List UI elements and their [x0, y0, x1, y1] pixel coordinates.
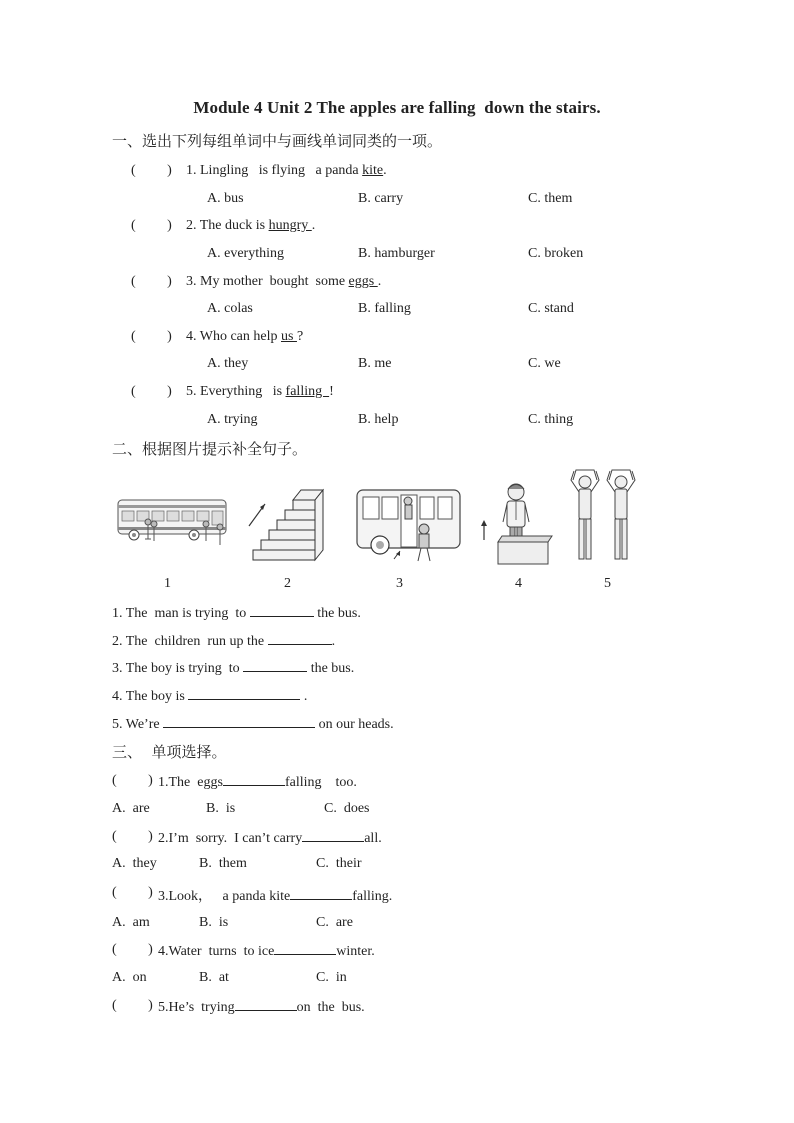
question-stem: 5. Everything is	[186, 384, 286, 399]
option-a: A. on	[112, 970, 147, 985]
option-a: A. they	[207, 356, 249, 371]
question-stem: all.	[364, 831, 382, 846]
question-text	[186, 163, 387, 179]
fill-sentence-4	[112, 687, 307, 705]
question-stem: 3.Look， a panda kite	[158, 889, 291, 904]
question-punct: ?	[296, 329, 304, 344]
sentence-text: 4. The boy is	[112, 689, 189, 704]
sentence-text: 2. The children run up the	[112, 634, 268, 649]
picture-number-5: 5	[604, 576, 611, 591]
option-c: C. in	[316, 970, 347, 985]
option-b: B. falling	[358, 301, 411, 316]
fill-sentence-1	[112, 604, 361, 622]
answer-paren: ( )	[131, 384, 172, 399]
bus-picture	[116, 495, 230, 547]
picture-number-1: 1	[164, 576, 171, 591]
sentence-text: the bus.	[307, 661, 355, 676]
question-stem: 2.I’m sorry. I can’t carry	[158, 831, 303, 846]
option-b: B. me	[358, 356, 392, 371]
question-text	[186, 218, 315, 234]
answer-blank[interactable]	[250, 604, 314, 617]
answer-blank[interactable]	[163, 715, 315, 728]
question-punct: !	[329, 384, 334, 399]
option-c: C. their	[316, 856, 362, 871]
option-a: A. am	[112, 915, 150, 930]
answer-paren: ( )	[112, 829, 153, 844]
underlined-word: us	[281, 329, 297, 344]
sentence-text: 5. We’re	[112, 717, 164, 732]
answer-paren: ( )	[131, 218, 172, 233]
question-stem: falling too.	[284, 775, 357, 790]
option-c: C. thing	[528, 412, 574, 427]
sentence-text: 3. The boy is trying to	[112, 661, 244, 676]
option-c: C. broken	[528, 246, 584, 261]
option-b: B. at	[199, 970, 229, 985]
answer-paren: ( )	[131, 274, 172, 289]
option-c: C. stand	[528, 301, 574, 316]
bus-door-picture	[354, 487, 464, 565]
option-c: C. does	[324, 801, 370, 816]
question-text	[186, 329, 303, 345]
option-a: A. they	[112, 856, 157, 871]
answer-blank[interactable]	[274, 942, 336, 955]
question-text	[186, 384, 334, 400]
picture-number-4: 4	[515, 576, 522, 591]
answer-blank[interactable]	[268, 632, 332, 645]
answer-paren: ( )	[112, 942, 153, 957]
option-a: A. are	[112, 801, 150, 816]
answer-blank[interactable]	[223, 773, 285, 786]
picture-number-3: 3	[396, 576, 403, 591]
option-b: B. is	[199, 915, 229, 930]
sentence-text: 1. The man is trying to	[112, 606, 250, 621]
option-a: A. trying	[207, 412, 258, 427]
option-b: B. is	[206, 801, 236, 816]
question-text	[158, 829, 382, 847]
option-c: C. we	[528, 356, 561, 371]
section1-heading: 一、选出下列每组单词中与画线单词同类的一项。	[112, 132, 443, 150]
underlined-word: hungry	[268, 218, 312, 233]
section3-heading: 三、 单项选择。	[112, 743, 227, 761]
question-punct: .	[311, 218, 316, 233]
question-text	[158, 773, 357, 791]
question-stem: 3. My mother bought some	[186, 274, 349, 289]
picture-number-2: 2	[284, 576, 291, 591]
option-a: A. everything	[207, 246, 284, 261]
question-text	[158, 885, 392, 905]
question-stem: 1.The eggs	[158, 775, 223, 790]
answer-paren: ( )	[112, 773, 153, 788]
question-punct: .	[377, 274, 382, 289]
question-text	[186, 274, 381, 290]
answer-blank[interactable]	[290, 887, 352, 900]
question-stem: winter.	[336, 944, 375, 959]
question-stem: on the bus.	[296, 1000, 365, 1015]
question-stem: 2. The duck is	[186, 218, 269, 233]
question-stem: falling.	[352, 889, 393, 904]
boy-on-desk-picture	[478, 480, 554, 566]
option-c: C. are	[316, 915, 353, 930]
answer-paren: ( )	[131, 163, 172, 178]
underlined-word: eggs	[348, 274, 378, 289]
option-b: B. help	[358, 412, 399, 427]
section2-heading: 二、根据图片提示补全句子。	[112, 440, 308, 458]
hands-on-heads-picture	[566, 466, 642, 566]
answer-paren: ( )	[112, 998, 153, 1013]
question-punct: .	[383, 163, 387, 178]
question-stem: 5.He’s trying	[158, 1000, 235, 1015]
option-b: B. hamburger	[358, 246, 435, 261]
question-stem: 1. Lingling is flying a panda	[186, 163, 363, 178]
fill-sentence-3	[112, 659, 354, 677]
answer-paren: ( )	[131, 329, 172, 344]
option-a: A. bus	[207, 191, 244, 206]
stairs-picture	[245, 486, 325, 564]
sentence-text: .	[300, 689, 308, 704]
question-stem: 4.Water turns to ice	[158, 944, 275, 959]
answer-paren: ( )	[112, 885, 153, 900]
answer-blank[interactable]	[235, 998, 297, 1011]
answer-blank[interactable]	[188, 687, 300, 700]
answer-blank[interactable]	[243, 659, 307, 672]
sentence-text: on our heads.	[315, 717, 394, 732]
option-a: A. colas	[207, 301, 253, 316]
option-c: C. them	[528, 191, 573, 206]
page-title: Module 4 Unit 2 The apples are falling down the stairs.	[193, 98, 601, 117]
sentence-text: the bus.	[313, 606, 361, 621]
option-b: B. carry	[358, 191, 404, 206]
question-stem: 4. Who can help	[186, 329, 281, 344]
question-text	[158, 998, 365, 1016]
fill-sentence-2	[112, 632, 335, 650]
underlined-word: falling	[285, 384, 330, 399]
fill-sentence-5	[112, 715, 394, 733]
answer-blank[interactable]	[302, 829, 364, 842]
sentence-text: .	[331, 634, 336, 649]
question-text	[158, 942, 375, 960]
option-b: B. them	[199, 856, 247, 871]
underlined-word: kite	[362, 163, 384, 178]
